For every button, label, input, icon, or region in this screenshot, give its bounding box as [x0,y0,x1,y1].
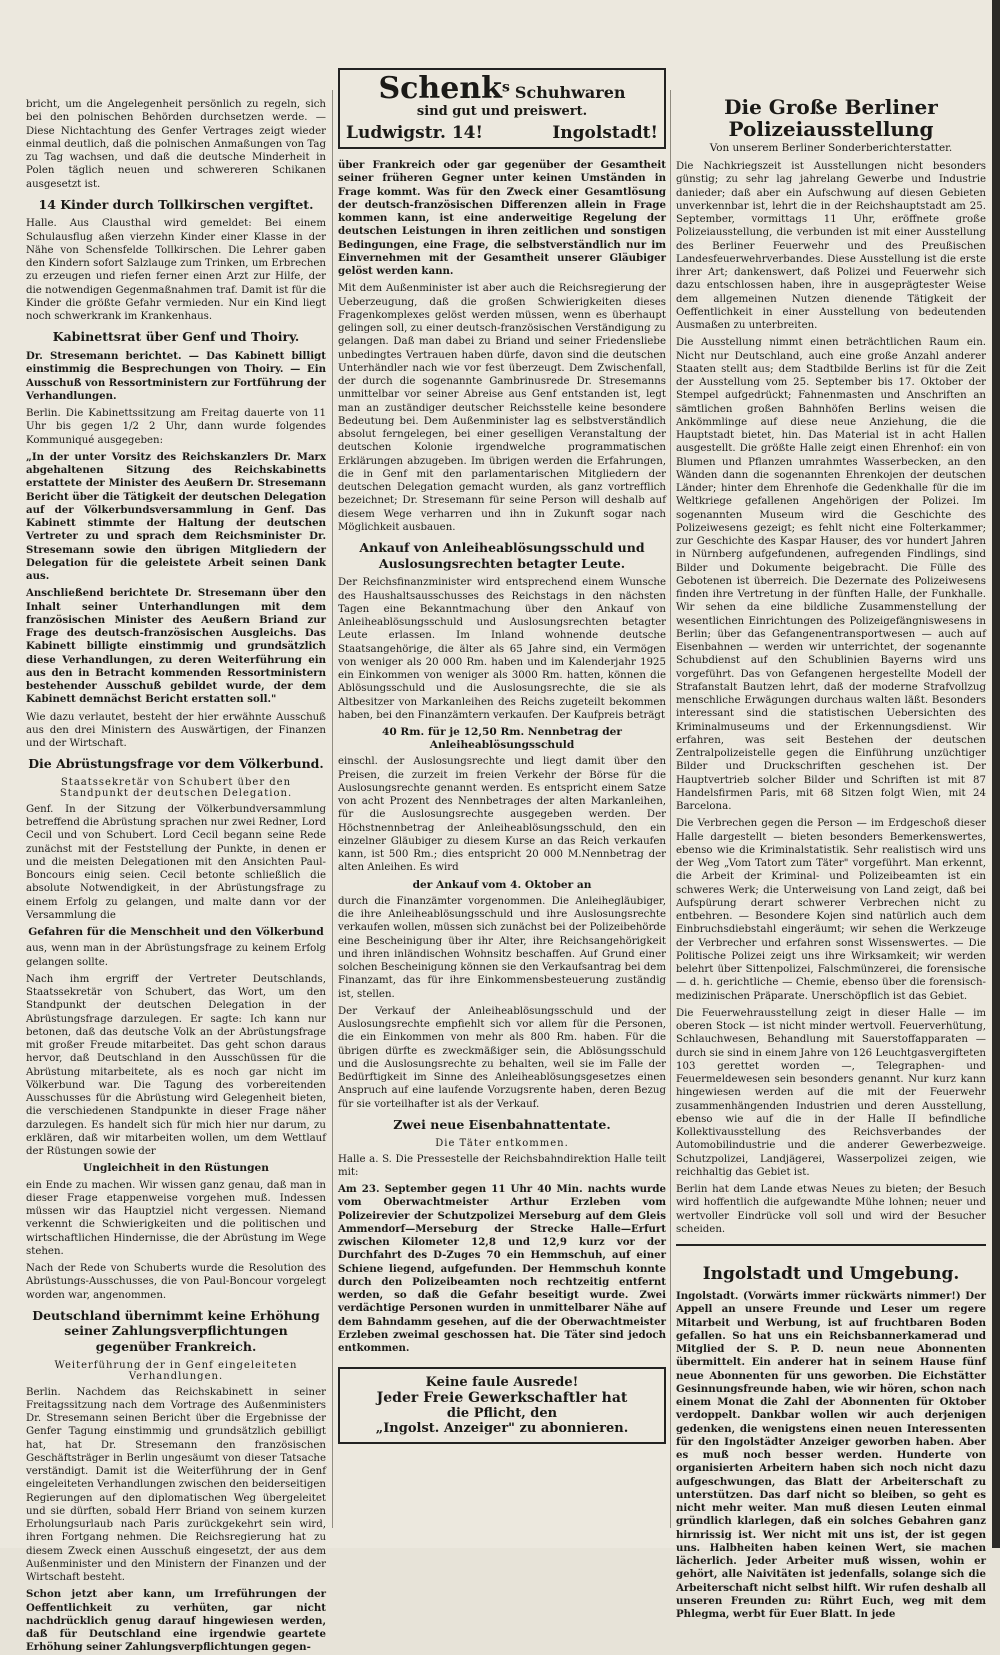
article-text-bold: Anschließend berichtete Dr. Stresemann über den Inhalt seiner Unterhandlungen mit dem französischen Minister des Aeußern Briand zur Frage des deutsch-französischen Ausgleichs. Das Kabinett billigte einstimmig und grundsätzlich diese Verhandlungen, zu deren Weiterführung ein aus den in Betracht kommenden Ressortministern bestehender Ausschuß gebildet wurde, der dem Kabinett demnächst Bericht erstatten soll." [26,587,326,706]
article-text: durch die Finanzämter vorgenommen. Die Anleihegläubiger, die ihre Anleiheablösungsschuld und ihre Auslosungsrechte verkaufen wollen, müssen sich zunächst bei der Polizeibehörde eine Bescheinigung über ihr Alter, ihre Reichsangehörigkeit und ihren inländischen Wohnsitz beschaffen. Auf Grund einer solchen Bescheinigung können sie den Verkaufsantrag bei dem Finanzamt, das für ihre Einkommensbesteuerung zuständig ist, stellen. [338,895,666,1000]
headline-tollkirschen: 14 Kinder durch Tollkirschen vergiftet. [38,196,314,212]
section-heading-ingolstadt: Ingolstadt und Umgebung. [702,1264,960,1284]
page-edge [992,0,1000,1548]
ad-claim: sind gut und preiswert. [416,104,588,119]
subheadline: Dr. Stresemann berichtet. — Das Kabinett billigt einstimmig die Besprechungen von Thoiry. — Ein Ausschuß von Ressortministern zur Fortführung der Verhandlungen. [26,350,326,402]
subscription-appeal-box [338,1367,666,1444]
article-text-bold: über Frankreich oder gar gegenüber der Gesamtheit seiner früheren Gegner unter keinen Umständen in Frage kommt. Was für den Zweck einer Gesamtlösung der deutsch-französischen Differenzen allein in Frage kommen kann, ist eine anderweitige Regelung der deutschen Leistungen in ihren zeitlichen und sonstigen Bedingungen, eine Frage, die selbstverständlich nur im Einvernehmen mit der Gesamtheit unserer Gläubiger gelöst werden kann. [338,159,666,277]
appeal-line: Jeder Freie Gewerkschaftler hat [376,1390,628,1407]
subheadline: Weiterführung der in Genf eingeleiteten Verhandlungen. [54,1359,298,1382]
article-text: Berlin. Die Kabinettssitzung am Freitag dauerte von 11 Uhr bis gegen 1/2 2 Uhr, dann wurde folgendes Kommuniqué ausgegeben: [26,408,326,446]
article-text: Die Ausstellung nimmt einen beträchtlichen Raum ein. Nicht nur Deutschland, auch eine große Anzahl anderer Staaten stellt aus; dem Stadtbilde Berlins ist für die Zeit der Ausstellung vom 25. September bis 17. Oktober der Stempel aufgedrückt; Fahnenmasten und Anschriften an sämtlichen großen Bahnhöfen Berlins weisen die Ankömmlinge auf diese neue Anziehung, die die Hauptstadt bietet, hin. Das Material ist in acht Hallen ausgestellt. Die größte Halle zeigt einen Ehrenhof: ein von Blumen und Pflanzen umrahmtes Wasserbecken, an den Wänden dann die sogenannten Ehrenkojen der deutschen Länder; hinter dem Ehrenhofe die Gedenkhalle für die im Weltkriege gefallenen Angehörigen der Polizei. Im sogenannten Museum wird die Geschichte des Polizeiwesens gezeigt; es fehlt nicht eine Folterkammer; zur Geschichte des Kaspar Hauser, des vor hundert Jahren in Nürnberg aufgefundenen, aufregenden Findlings, sind Bilder und Dokumente beigebracht. Die Fülle des Gebotenen ist überreich. Die Dezernate des Polizeiwesens finden ihre Vertretung in der fünften Halle, der Funkhalle. Wir sehen da eine bildliche Zusammenstellung der wesentlichen Einrichtungen des Polizeigefängniswesens in Berlin; über das Gefangenentransportwesen — auch auf Eisenbahnen — werden wir unterrichtet, der sogenannte Schubdienst auf den Schublinien Bayerns wird uns vorgeführt. Das von Gefangenen hergestellte Modell der Strafanstalt Bautzen lehrt, daß der moderne Strafvollzug menschliche Erwägungen durchaus walten läßt. Besonders interessant sind die statistischen Uebersichten des Kriminalmuseums und der Erkennungsdienst. Wir erfahren, was seit Bestehen der deutschen Zentralpolizeistelle gegen die Einführung unzüchtiger Bilder und Druckschriften geschehen ist. Der Hauptvertrieb solcher Bilder und Schriften ist mit 87 Handelsfirmen Paris, mit 68 Sitzen folgt Wien, mit 24 Barcelona. [676,337,986,812]
byline: Von unserem Berliner Sonderberichterstatter. [709,142,953,154]
inline-heading: Gefahren für die Menschheit und den Völkerbund [28,926,324,939]
article-text: Die Feuerwehrausstellung zeigt in dieser Halle — im oberen Stock — ist nicht minder wertvoll. Feuerverhütung, Schlauchwesen, Behandlung mit Sauerstoffapparaten — durch sie sind in einem Jahre von 126 Leuchtgasvergifteten 103 gerettet worden —, Telegraphen- und Feuermeldewesen sein besonders genannt. Nur kurz kann hingewiesen werden auf die mit der Feuerwehr zusammenhängenden Industrien und deren Ausstellung, ebenso wie auf die in der Halle II befindliche Kollektivausstellung des Reichsverbandes der Automobilindustrie und die anderer Gewerbezweige. Schutzpolizei, Landjägerei, Wasserpolizei zeigen, wie reichhaltig das Gebiet ist. [676,1007,986,1178]
ad-street: Ludwigstr. 14! [346,123,483,143]
column-rule [670,90,671,1528]
appeal-line: „Ingolst. Anzeiger" zu abonnieren. [375,1421,629,1437]
ad-brand-suffix: s [501,79,510,96]
subheadline: Die Täter entkommen. [435,1137,569,1149]
article-text: Wie dazu verlautet, besteht der hier erwähnte Ausschuß aus den drei Ministern des Auswärtigen, der Finanzen und der Wirtschaft. [26,711,326,749]
headline-eisenbahnattentate: Zwei neue Eisenbahnattentate. [393,1116,611,1132]
ad-product: Schuhwaren [514,83,626,102]
article-text: Halle. Aus Clausthal wird gemeldet: Bei einem Schulausflug aßen vierzehn Kinder einer Klasse in der Nähe von Schensfelde Tollkirschen. Die Lehrer gaben den Kindern sofort Salzlauge zum Trinken, um Erbrechen zu erzeugen und riefen ferner einen Arzt zur Hilfe, der die notwendigen Gegenmaßnahmen traf. Damit ist für die Kinder die größte Gefahr vermieden. Nur ein Kind liegt noch schwerkrank im Krankenhaus. [26,218,326,323]
column-left [26,98,326,1654]
inline-heading: 40 Rm. für je 12,50 Rm. Nennbetrag der Anleiheablösungsschuld [382,726,622,752]
article-text: Nach der Rede von Schuberts wurde die Resolution des Abrüstungs-Ausschusses, die von Paul-Boncour vorgelegt worden war, angenommen. [26,1263,326,1301]
headline-abruestung: Die Abrüstungsfrage vor dem Völkerbund. [28,756,324,772]
headline-zahlungsverpflichtungen: Deutschland übernimmt keine Erhöhung seiner Zahlungsverpflichtungen gegenüber Frankreich. [32,1307,320,1355]
article-text: Der Reichsfinanzminister wird entsprechend einem Wunsche des Haushaltsausschusses des Reichstags in den nächsten Tagen eine Bekanntmachung über den Ankauf von Anleiheablösungsschuld und Auslosungsrechten betagter Leute erlassen. Im Inland wohnende deutsche Staatsangehörige, die älter als 65 Jahre sind, ein Vermögen von weniger als 20 000 Rm. haben und im Kalenderjahr 1925 ein Einkommen von weniger als 3000 Rm. hatten, können die Ablösungsschuld und die Auslosungsrechte, die sie als Altbesitzer von Markanleihen des Reichs zugeteilt bekommen haben, bei den Finanzämtern verkaufen. Der Kaufpreis beträgt [338,577,666,721]
inline-heading: Ungleichheit in den Rüstungen [83,1162,269,1175]
article-text: Berlin hat dem Lande etwas Neues zu bieten; der Besuch wird hoffentlich die aufgewandte Mühe lohnen; neuer und wertvoller Eindrücke voll soll und wird der Besucher scheiden. [676,1184,986,1235]
headline-kabinettsrat: Kabinettsrat über Genf und Thoiry. [52,329,300,345]
ad-brand: Schenk [378,71,502,106]
article-text-bold: „In der unter Vorsitz des Reichskanzlers Dr. Marx abgehaltenen Sitzung des Reichskabinetts erstattete der Minister des Aeußern Dr. Stresemann Bericht über die Tätigkeit der deutschen Delegation auf der Völkerbundsversammlung in Genf. Das Kabinett stimmte der Haltung der deutschen Vertreter zu und sprach dem Reichsminister Dr. Stresemann sowie den übrigen Mitgliedern der Delegation für die geleistete Arbeit seinen Dank aus. [26,450,326,582]
section-divider [676,1244,986,1246]
headline-polizeiausstellung: Die Große Berliner Polizeiausstellung [724,95,938,141]
article-text: aus, wenn man in der Abrüstungsfrage zu keinem Erfolg gelangen sollte. [26,943,326,968]
article-text: bricht, um die Angelegenheit persönlich zu regeln, sich bei den polnischen Behörden durchsetzen werde. — Diese Nichtachtung des Genfer Vertrages zeigt wieder einmal deutlich, daß die polnischen Anmaßungen von Tag zu Tag wachsen, und daß die deutsche Minderheit in Polen täglich neuen und schwereren Schikanen ausgesetzt ist. [26,99,326,190]
column-middle [338,68,666,1530]
appeal-line: die Pflicht, den [446,1406,558,1422]
headline-ankauf: Ankauf von Anleiheablösungsschuld und Auslosungsrechten betagter Leute. [359,540,645,571]
column-rule [332,90,333,1528]
column-right [676,95,986,1620]
schenk-advertisement [338,68,666,149]
ad-city: Ingolstadt! [552,123,658,143]
article-text: Halle a. S. Die Pressestelle der Reichsbahndirektion Halle teilt mit: [338,1153,666,1178]
article-text: ein Ende zu machen. Wir wissen ganz genau, daß man in dieser Frage etappenweise vorgehen muß. Indessen müssen wir das Hauptziel nicht vergessen. Niemand verkennt die Schwierigkeiten und die politischen und wirtschaftlichen Hindernisse, die der Abrüstung im Wege stehen. [26,1179,326,1257]
article-text-bold: Ingolstadt. (Vorwärts immer rückwärts nimmer!) Der Appell an unsere Freunde und Leser um regere Mitarbeit und Werbung, ist auf fruchtbaren Boden gefallen. So hat uns ein Reichsbannerkamerad und Mitglied der S. P. D. neun neue Abonnenten übermittelt. Ein anderer hat in seinem Hause fünf neue Abonnenten für uns geworben. Die Eichstätter Gesinnungsfreunde haben, wie wir hören, schon nach einem Monat die Zahl der Abonnenten für Oktober verdoppelt. Dankbar wollen wir auch derjenigen gedenken, die wenigstens einen neuen Interessenten für den Ingolstädter Anzeiger geworben haben. Aber es muß noch besser werden. Hunderte von organisierten Arbeitern haben sich noch nicht dazu aufgeschwungen, das Blatt der Arbeiterschaft zu unterstützen. Das darf nicht so bleiben, so geht es nicht mehr weiter. Man muß diesen Leuten einmal gründlich klarlegen, daß ein solches Gebahren ganz hirnrissig ist. Wer nicht mit uns ist, der ist gegen uns. Halbheiten haben keinen Wert, sie machen lächerlich. Jeder Arbeiter muß wissen, wohin er gehört, alle Naivitäten ist jedenfalls, solange sich die Arbeiterschaft nicht selbst hilft. Wir rufen deshalb all unseren Freunden zu: Rührt Euch, weg mit dem Phlegma, werbt für Euer Blatt. In jede [676,1290,986,1620]
article-text: einschl. der Auslosungsrechte und liegt damit über den Preisen, die zurzeit im freien Verkehr der Börse für die Auslosungsrechte genannt werden. Es entspricht einem Satze von acht Prozent des Nennbetrages der alten Markanleihen, für die Auslosungsrechte ausgegeben werden. Der Höchstnennbetrag der Anleiheablösungsschuld, den ein einzelner Gläubiger zu diesem Kurse an das Reich verkaufen kann, ist 500 Rm.; dies entspricht 20 000 M.Nennbetrag der alten Anleihen. Es wird [338,756,666,874]
inline-heading: der Ankauf vom 4. Oktober an [412,878,592,891]
article-text: Mit dem Außenminister ist aber auch die Reichsregierung der Ueberzeugung, daß die großen Schwierigkeiten dieses Fragenkomplexes gelöst werden müssen, wenn es überhaupt gelingen soll, zu einer deutsch-französischen Verständigung zu gelangen. Daß man dabei zu Briand und seiner Friedensliebe unbedingtes Vertrauen haben dürfe, davon sind die deutschen Unterhändler nach wie vor fest überzeugt. Dem Zwischenfall, der durch die sogenannte Gambrinusrede Dr. Stresemanns unmittelbar vor seiner Abreise aus Genf entstanden ist, legt man an zuständiger deutscher Reichsstelle keine besondere Bedeutung bei. Dem Außenminister lag es selbstverständlich absolut ferngelegen, bei einer geselligen Veranstaltung der deutschen Kolonie irgendwelche programmatischen Erklärungen abzugeben. Im übrigen werden die Erfahrungen, die in Genf mit den parlamentarischen Mitgliedern der deutschen Delegation gemacht wurden, als ganz vortrefflich bezeichnet; Dr. Stresemann für seine Person will deshalb auf diesem Wege verharren und ihn in Zukunft sogar nach Möglichkeit ausbauen. [338,283,666,533]
article-text-bold: Schon jetzt aber kann, um Irreführungen der Oeffentlichkeit zu verhüten, gar nicht nachdrücklich genug darauf hingewiesen werden, daß für Deutschland eine irgendwie geartete Erhöhung seiner Zahlungsverpflichtungen gegen- [26,1588,326,1654]
article-text-bold: Am 23. September gegen 11 Uhr 40 Min. nachts wurde vom Oberwachtmeister Arthur Erzleben vom Polizeirevier der Schutzpolizei Merseburg auf dem Gleis Ammendorf—Merseburg der Strecke Halle—Erfurt zwischen Kilometer 12,8 und 12,9 kurz vor der Durchfahrt des D-Zuges 70 ein Hemmschuh, auf einer Schiene liegend, aufgefunden. Der Hemmschuh konnte durch den Polizeibeamten noch rechtzeitig entfernt werden, so daß die Gefahr beseitigt wurde. Zwei verdächtige Personen wurden in unmittelbarer Nähe auf dem Bahndamm gesehen, auf die der Oberwachtmeister Erzleben zweimal geschossen hat. Die Täter sind jedoch entkommen. [338,1183,666,1355]
article-text: Nach ihm ergriff der Vertreter Deutschlands, Staatssekretär von Schubert, das Wort, um den Standpunkt der deutschen Delegation in der Abrüstungsfrage darzulegen. Er sagte: Ich kann nur betonen, daß das deutsche Volk an der Abrüstungsfrage mit großer Freude mitarbeitet. Das geht schon daraus hervor, daß Deutschland in den Ausschüssen für die Abrüstung mitarbeitete, als es noch gar nicht im Völkerbund war. Die Tagung des vorbereitenden Ausschusses für die Abrüstung wird Gelegenheit bieten, die verschiedenen Standpunkte in dieser Frage näher darzulegen. Es handelt sich für mich hier nur darum, zu erklären, daß wir mitarbeiten wollen, um dem Wettlauf der Rüstungen sowie der [26,973,326,1158]
subheadline: Staatssekretär von Schubert über den Standpunkt der deutschen Delegation. [59,776,293,799]
article-text: Die Verbrechen gegen die Person — im Erdgeschoß dieser Halle dargestellt — bieten besonders Bemerkenswertes, ebenso wie die Kriminalstatistik. Sehr realistisch wird uns der Weg „Vom Tatort zum Täter" vorgeführt. Man erkennt, die Arbeit der Kriminal- und Polizeibeamten ist ein schweres Werk; die Unterweisung von Land zeigt, daß bei Aufspürung derart schwerer Verbrechen nicht zu entbehren. — Besondere Kojen sind natürlich auch dem Einbruchsdiebstahl eingeräumt; wir sehen die Werkzeuge der Verbrecher und erfahren sonst Wissenswertes. — Die Politische Polizei zeigt uns ihre Wirksamkeit; wir werden belehrt über Sittenpolizei, Falschmünzerei, die forensische — d. h. gerichtliche — Chemie, ebenso über die forensisch-medizinischen Präparate. Unerschöpflich ist das Gebiet. [676,818,986,1002]
appeal-line: Keine faule Ausrede! [425,1375,579,1391]
article-text: Genf. In der Sitzung der Völkerbundversammlung betreffend die Abrüstung sprachen nur zwei Redner, Lord Cecil und von Schubert. Lord Cecil begann seine Rede zunächst mit der Feststellung der Punkte, in denen er und die meisten Delegationen mit den Ansichten Paul-Boncours einig seien. Cecil betonte schließlich die absolute Notwendigkeit, in der Abrüstungsfrage zu einem Erfolg zu gelangen, und malte dann vor der Versammlung die [26,803,326,921]
article-text: Der Verkauf der Anleiheablösungsschuld und der Auslosungsrechte empfiehlt sich vor allem für die Personen, die ein Einkommen von mehr als 800 Rm. haben. Für die übrigen dürfte es zweckmäßiger sein, die Ablösungsschuld und die Auslosungsrechte zu behalten, weil sie im Falle der Bedürftigkeit im Sinne des Anleiheablösungsgesetzes einen Anspruch auf eine laufende Vorzugsrente haben, deren Bezug für sie vorteilhafter ist als der Verkauf. [338,1005,666,1110]
article-text: Berlin. Nachdem das Reichskabinett in seiner Freitagssitzung nach dem Vortrage des Außenministers Dr. Stresemann seinen Bericht über die Ergebnisse der Genfer Tagung einstimmig und grundsätzlich gebilligt hat, hat Dr. Stresemann den französischen Geschäftsträger in Berlin ungesäumt von dieser Tatsache verständigt. Damit ist die Weiterführung der in Genf eingeleiteten Verhandlungen zwischen den beiderseitigen Regierungen auf den diplomatischen Weg übergeleitet und sie dürften, sobald Herr Briand von seinem kurzen Erholungsurlaub nach Paris zurückgekehrt sein wird, ihren Fortgang nehmen. Die Reichsregierung hat zu diesem Zweck einen Ausschuß eingesetzt, der aus dem Außenminister und den Ministern der Finanzen und der Wirtschaft besteht. [26,1386,326,1584]
article-text: Die Nachkriegszeit ist Ausstellungen nicht besonders günstig; zu sehr lag jahrelang Gewerbe und Industrie danieder; daß aber ein Aufschwung auf diesen Gebieten unverkennbar ist, lehrt die in der Reichshauptstadt am 25. September, vormittags 11 Uhr, eröffnete große Polizeiausstellung, die verbunden ist mit einer Ausstellung des Berliner Feuerwehr und des Preußischen Landesfeuerwehrverbandes. Diese Ausstellung ist die erste ihrer Art; dankenswert, daß Polizei und Feuerwehr sich dazu entschlossen haben, ihre in ausgeprägtester Weise dem allgemeinen Nutzen dienende Tätigkeit der Oeffentlichkeit in einer Ausstellung von bedeutenden Ausmaßen zu unterbreiten. [676,161,986,331]
